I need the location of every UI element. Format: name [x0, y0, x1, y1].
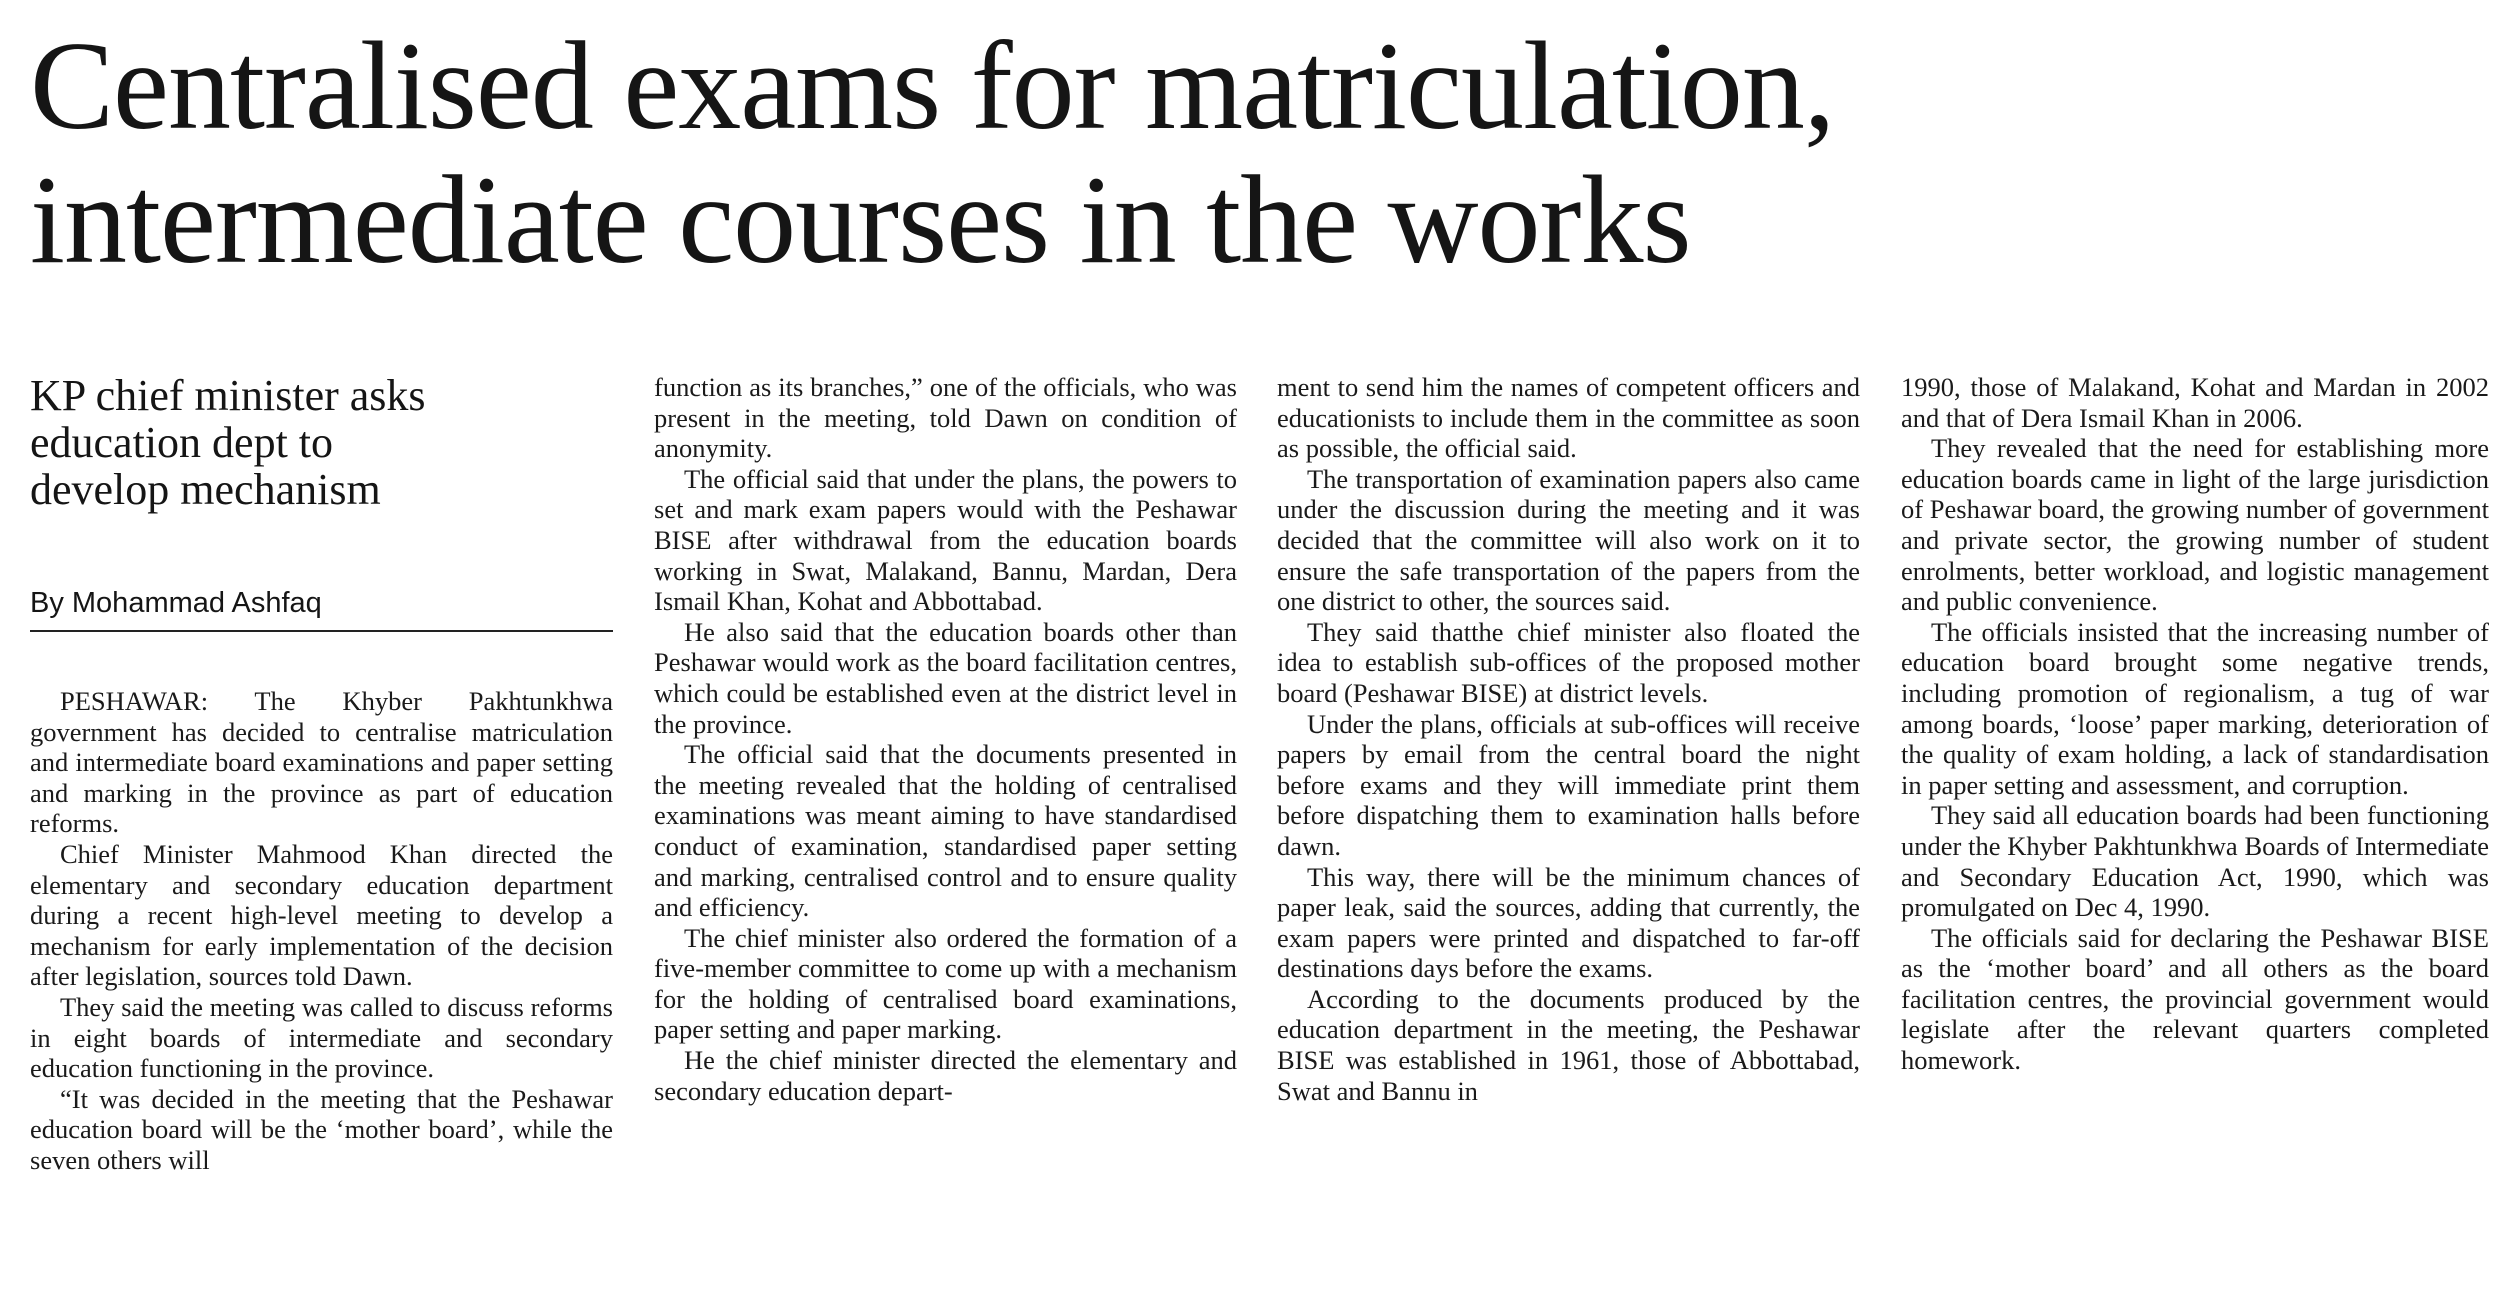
- paragraph: The transportation of examination papers also came under the discussion during the meeting and it was decided that the committee will also work on it to ensure the safe transportation of the papers from the one district to other, the sources said.: [1277, 463, 1860, 617]
- paragraph: They said the meeting was called to discuss reforms in eight boards of intermediate and secondary education functioning in the province.: [30, 991, 613, 1084]
- paragraph: The officials insisted that the increasing number of education board brought some negative trends, including promotion of regionalism, a tug of war among boards, ‘loose’ paper marking, deterioration of the quality of exam holding, a lack of standardisation in paper setting and assessment, and corruption.: [1901, 616, 2489, 800]
- article-column-3: [1277, 372, 1860, 1106]
- paragraph: He the chief minister directed the elementary and secondary education depart-: [654, 1045, 1237, 1106]
- article-column-4: [1901, 372, 2489, 1076]
- paragraph: Chief Minister Mahmood Khan directed the elementary and secondary education department during a recent high-level meeting to develop a mechanism for early implementation of the decision after legislation, sources told Dawn.: [30, 838, 613, 992]
- headline-line-2: intermediate courses in the works: [30, 151, 1691, 290]
- paragraph: The official said that under the plans, the powers to set and mark exam papers would with the Peshawar BISE after withdrawal from the education boards working in Swat, Malakand, Bannu, Mardan, Dera Ismail Khan, Kohat and Abbottabad.: [654, 463, 1237, 617]
- headline-line-1: Centralised exams for matriculation,: [30, 17, 1835, 156]
- headline: [30, 17, 2480, 290]
- paragraph: ment to send him the names of competent officers and educationists to include them in the committee as soon as possible, the official said.: [1277, 372, 1860, 464]
- paragraph: PESHAWAR: The Khyber Pakhtunkhwa government has decided to centralise matriculation and intermediate board examinations and paper setting and marking in the province as part of education reforms.: [30, 686, 613, 839]
- paragraph: The officials said for declaring the Peshawar BISE as the ‘mother board’ and all others as the board facilitation centres, the provincial government would legislate after the relevant quarters completed homework.: [1901, 922, 2489, 1076]
- paragraph: This way, there will be the minimum chances of paper leak, said the sources, adding that currently, the exam papers were printed and dispatched to far-off destinations days before the exams.: [1277, 861, 1860, 984]
- subheadline-line-3: develop mechanism: [30, 465, 381, 514]
- subheadline-line-1: KP chief minister asks: [30, 371, 426, 420]
- paragraph: 1990, those of Malakand, Kohat and Mardan in 2002 and that of Dera Ismail Khan in 2006.: [1901, 372, 2489, 433]
- paragraph: He also said that the education boards other than Peshawar would work as the board facilitation centres, which could be established even at the district level in the province.: [654, 616, 1237, 739]
- article-column-1: [30, 686, 613, 1176]
- paragraph: function as its branches,” one of the officials, who was present in the meeting, told Dawn on condition of anonymity.: [654, 372, 1237, 464]
- article-column-2: [654, 372, 1237, 1106]
- byline: By Mohammad Ashfaq: [30, 586, 613, 632]
- paragraph: They said all education boards had been functioning under the Khyber Pakhtunkhwa Boards of Intermediate and Secondary Education Act, 1990, which was promulgated on Dec 4, 1990.: [1901, 800, 2489, 923]
- paragraph: They said thatthe chief minister also floated the idea to establish sub-offices of the proposed mother board (Peshawar BISE) at district levels.: [1277, 616, 1860, 708]
- paragraph: The official said that the documents presented in the meeting revealed that the holding of centralised examinations was meant aiming to have standardised conduct of examination, standardised paper setting and marking, centralised control and to ensure quality and efficiency.: [654, 739, 1237, 923]
- paragraph: They revealed that the need for establishing more education boards came in light of the large jurisdiction of Peshawar board, the growing number of government and private sector, the growing number of student enrolments, better workload, and logistic management and public convenience.: [1901, 433, 2489, 617]
- paragraph: The chief minister also ordered the formation of a five-member committee to come up with a mechanism for the holding of centralised board examinations, paper setting and paper marking.: [654, 922, 1237, 1045]
- subheadline-line-2: education dept to: [30, 418, 334, 467]
- subheadline: [30, 372, 610, 513]
- paragraph: According to the documents produced by the education department in the meeting, the Peshawar BISE was established in 1961, those of Abbottabad, Swat and Bannu in: [1277, 983, 1860, 1106]
- paragraph: Under the plans, officials at sub-offices will receive papers by email from the central board the night before exams and they will immediate print them before dispatching them to examination halls before dawn.: [1277, 708, 1860, 861]
- paragraph: “It was decided in the meeting that the Peshawar education board will be the ‘mother board’, while the seven others will: [30, 1083, 613, 1175]
